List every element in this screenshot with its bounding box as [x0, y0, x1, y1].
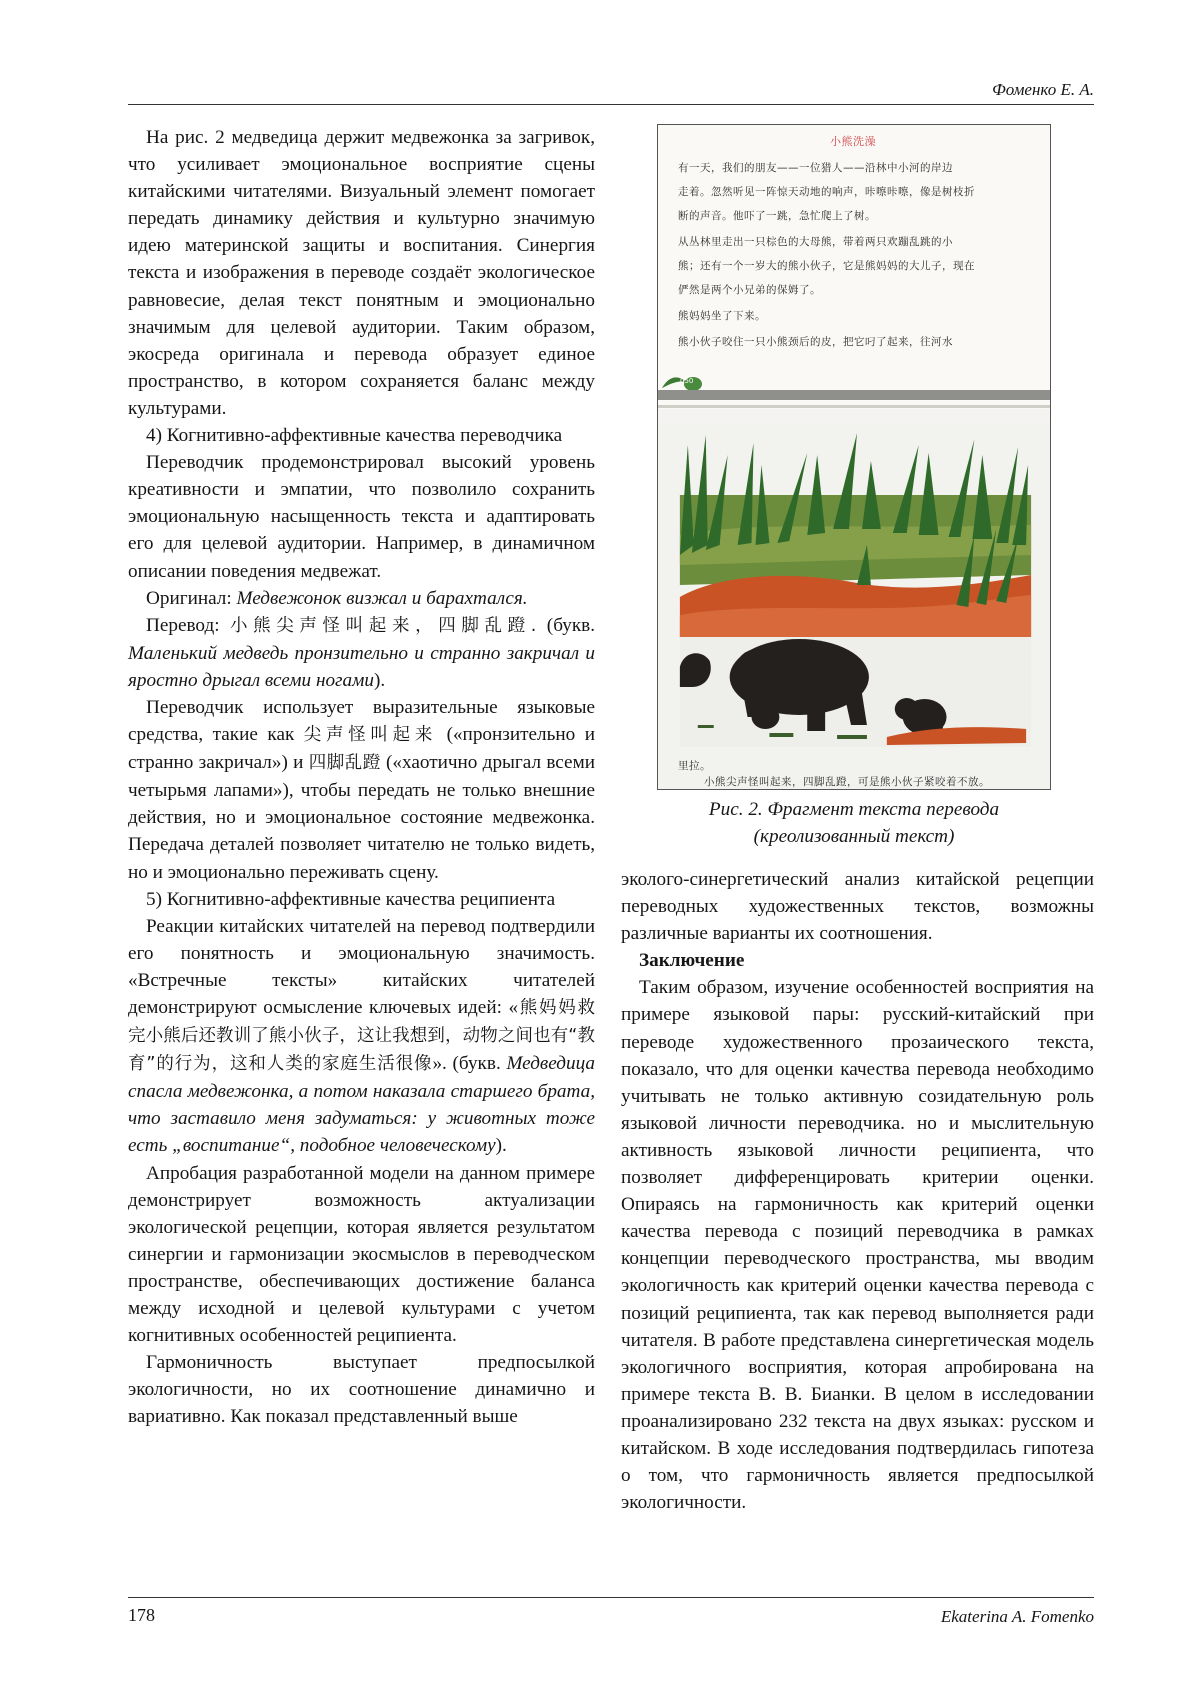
text-fragment: ». (букв. — [432, 1053, 507, 1075]
footer-author: Ekaterina A. Fomenko — [940, 1607, 1094, 1626]
text-fragment: ). — [495, 1135, 507, 1157]
paragraph: Гармоничность выступает предпосылкой экологичности, но их соотношение динамично и вариативно. Как показал представленный выше — [128, 1352, 595, 1428]
figure-line: 从丛林里走出一只棕色的大母熊，带着两只欢蹦乱跳的小 — [678, 236, 953, 248]
paragraph: эколого-синергетический анализ китайской рецепции переводных художественных текстов, возможны различные варианты их соотношения. — [621, 869, 1094, 945]
text-fragment: («хаотично дрыгал всеми четырьмя лапами»), чтобы передать не только внешние действия, но и эмоциональное состояние медвежонка. Передача деталей позволяет читателю не только видеть, но и эмоционально переживать сцену. — [128, 752, 595, 883]
figure-line: 断的声音。他吓了一跳，急忙爬上了树。 — [678, 210, 876, 222]
original-label: Оригинал: — [146, 587, 237, 609]
figure-line: 熊小伙子咬住一只小熊颈后的皮，把它叼了起来，往河水 — [678, 336, 953, 348]
footer-rule — [128, 1597, 1094, 1598]
paragraph: На рис. 2 медведица держит медвежонка за загривок, что усиливает эмоциональное восприятие сцены китайскими читателями. Визуальный элемент помогает передать динамику действия и культурно значимую идею материнской защиты и воспитания. Синергия текста и изображения в переводе создаёт экологическое равновесие, делая текст понятным и эмоционально значимым для целевой аудитории. Таким образом, экосреда оригинала и перевода образует единое пространство, в котором сохраняется баланс между культурами. — [128, 127, 595, 419]
figure-text-page — [658, 125, 1050, 409]
translation-zh: 小熊尖声怪叫起来，四脚乱蹬. — [229, 615, 537, 636]
paragraph: Переводчик продемонстрировал высокий уровень креативности и эмпатии, что позволило сохранить эмоциональную насыщенность текста и адаптировать его для целевой аудитории. Например, в динамичном описании поведения медвежат. — [128, 452, 595, 582]
section-item: 5) Когнитивно-аффективные качества реципиента — [146, 888, 556, 910]
page-divider — [658, 390, 1050, 400]
literal-translation: Маленький медведь пронзительно и странно закричал и яростно дрыгал всеми ногами — [128, 642, 595, 691]
figure-line: 有一天，我们的朋友——一位猎人——沿林中小河的岸边 — [678, 162, 953, 174]
translation-label: Перевод: — [146, 614, 230, 636]
original-quote — [128, 585, 595, 612]
page-number: 178 — [128, 1605, 155, 1625]
zh-term: 四脚乱蹬 — [308, 753, 381, 774]
figure-caption: Рис. 2. Фрагмент текста перевода — [708, 799, 1000, 820]
page-divider-light — [658, 405, 1050, 408]
literal-translation: Медведица спасла медвежонка, а потом наказала старшего брата, что заставило меня задуматься: у животных тоже есть „воспитание“, подобное человеческому — [128, 1053, 595, 1157]
figure-caption: (креолизованный текст) — [753, 826, 955, 847]
text-fragment: («пронзительно и странно закричал») и — [128, 724, 595, 774]
running-head: Фоменко Е. А. — [992, 80, 1094, 99]
paragraph — [128, 913, 595, 1160]
right-column — [621, 866, 1094, 1516]
figure-line: 走着。忽然听见一阵惊天动地的响声，咔嚓咔嚓，像是树枝折 — [678, 186, 975, 198]
original-text: Медвежонок визжал и барахтался. — [236, 587, 528, 609]
paragraph — [128, 694, 595, 886]
text-fragment: Переводчик использует выразительные языковые средства, такие как — [128, 696, 595, 746]
header-rule — [128, 104, 1094, 105]
figure-line: 熊妈妈坐了下来。 — [678, 310, 766, 322]
figure-line: 俨然是两个小兄弟的保姆了。 — [678, 284, 821, 296]
reader-quote-zh: 熊妈妈救完小熊后还教训了熊小伙子，这让我想到，动物之间也有“教育”的行为，这和人类的家庭生活很像 — [128, 998, 596, 1075]
zh-term: 尖声怪叫起来 — [303, 725, 438, 746]
figure-2 — [657, 124, 1051, 790]
section-item: 4) Когнитивно-аффективные качества переводчика — [146, 425, 563, 447]
text-fragment: Реакции китайских читателей на перевод подтвердили его понятность и эмоциональную значимость. «Встречные тексты» китайских читателей демонстрируют осмысление ключевых идей: « — [128, 915, 595, 1018]
figure-line: 熊；还有一个一岁大的熊小伙子，它是熊妈妈的大儿子，现在 — [678, 260, 975, 272]
text-fragment: (букв. — [536, 614, 596, 636]
paragraph: Таким образом, изучение особенностей восприятия на примере языковой пары: русский-китайский при переводе художественного прозаического текста, показало, что для оценки качества перевода необходимо учитывать не только активную созидательную роль языковой личности переводчика. но и мыслительную активность языковой личности реципиента, что позволяет дифференцировать критерии оценки. Опираясь на гармоничность как критерий оценки качества перевода с позиций переводчика в рамках концепции переводческого пространства, мы вводим экологичность как критерий оценки качества перевода с позиций реципиента, так как перевод выполняется ради читателя. В работе представлена синергетическая модель экологичного восприятия, которая апробирована на примере текста В. В. Бианки. В целом в исследовании проанализировано 232 текста на двух языках: русском и китайском. В ходе исследования подтвердилась гипотеза о том, что гармоничность является предпосылкой экологичности. — [621, 977, 1094, 1514]
badge-number: 050 — [680, 377, 694, 385]
text-fragment: ). — [373, 669, 386, 691]
section-heading: Заключение — [639, 950, 745, 972]
paragraph: Апробация разработанной модели на данном примере демонстрирует возможность актуализации экологической рецепции, которая является результатом синергии и гармонизации экосмыслов в переводческом пространстве, обеспечивающих достижение баланса между исходной и целевой культурами с учетом когнитивных особенностей реципиента. — [128, 1162, 595, 1347]
figure-line: 小熊尖声怪叫起来，四脚乱蹬，可是熊小伙子紧咬着不放。 — [704, 776, 990, 788]
translation-quote — [128, 612, 595, 694]
figure-title: 小熊洗澡 — [830, 135, 876, 148]
left-column — [128, 124, 595, 1431]
bear-illustration — [658, 425, 1050, 790]
figure-line: 里拉。 — [678, 760, 711, 772]
